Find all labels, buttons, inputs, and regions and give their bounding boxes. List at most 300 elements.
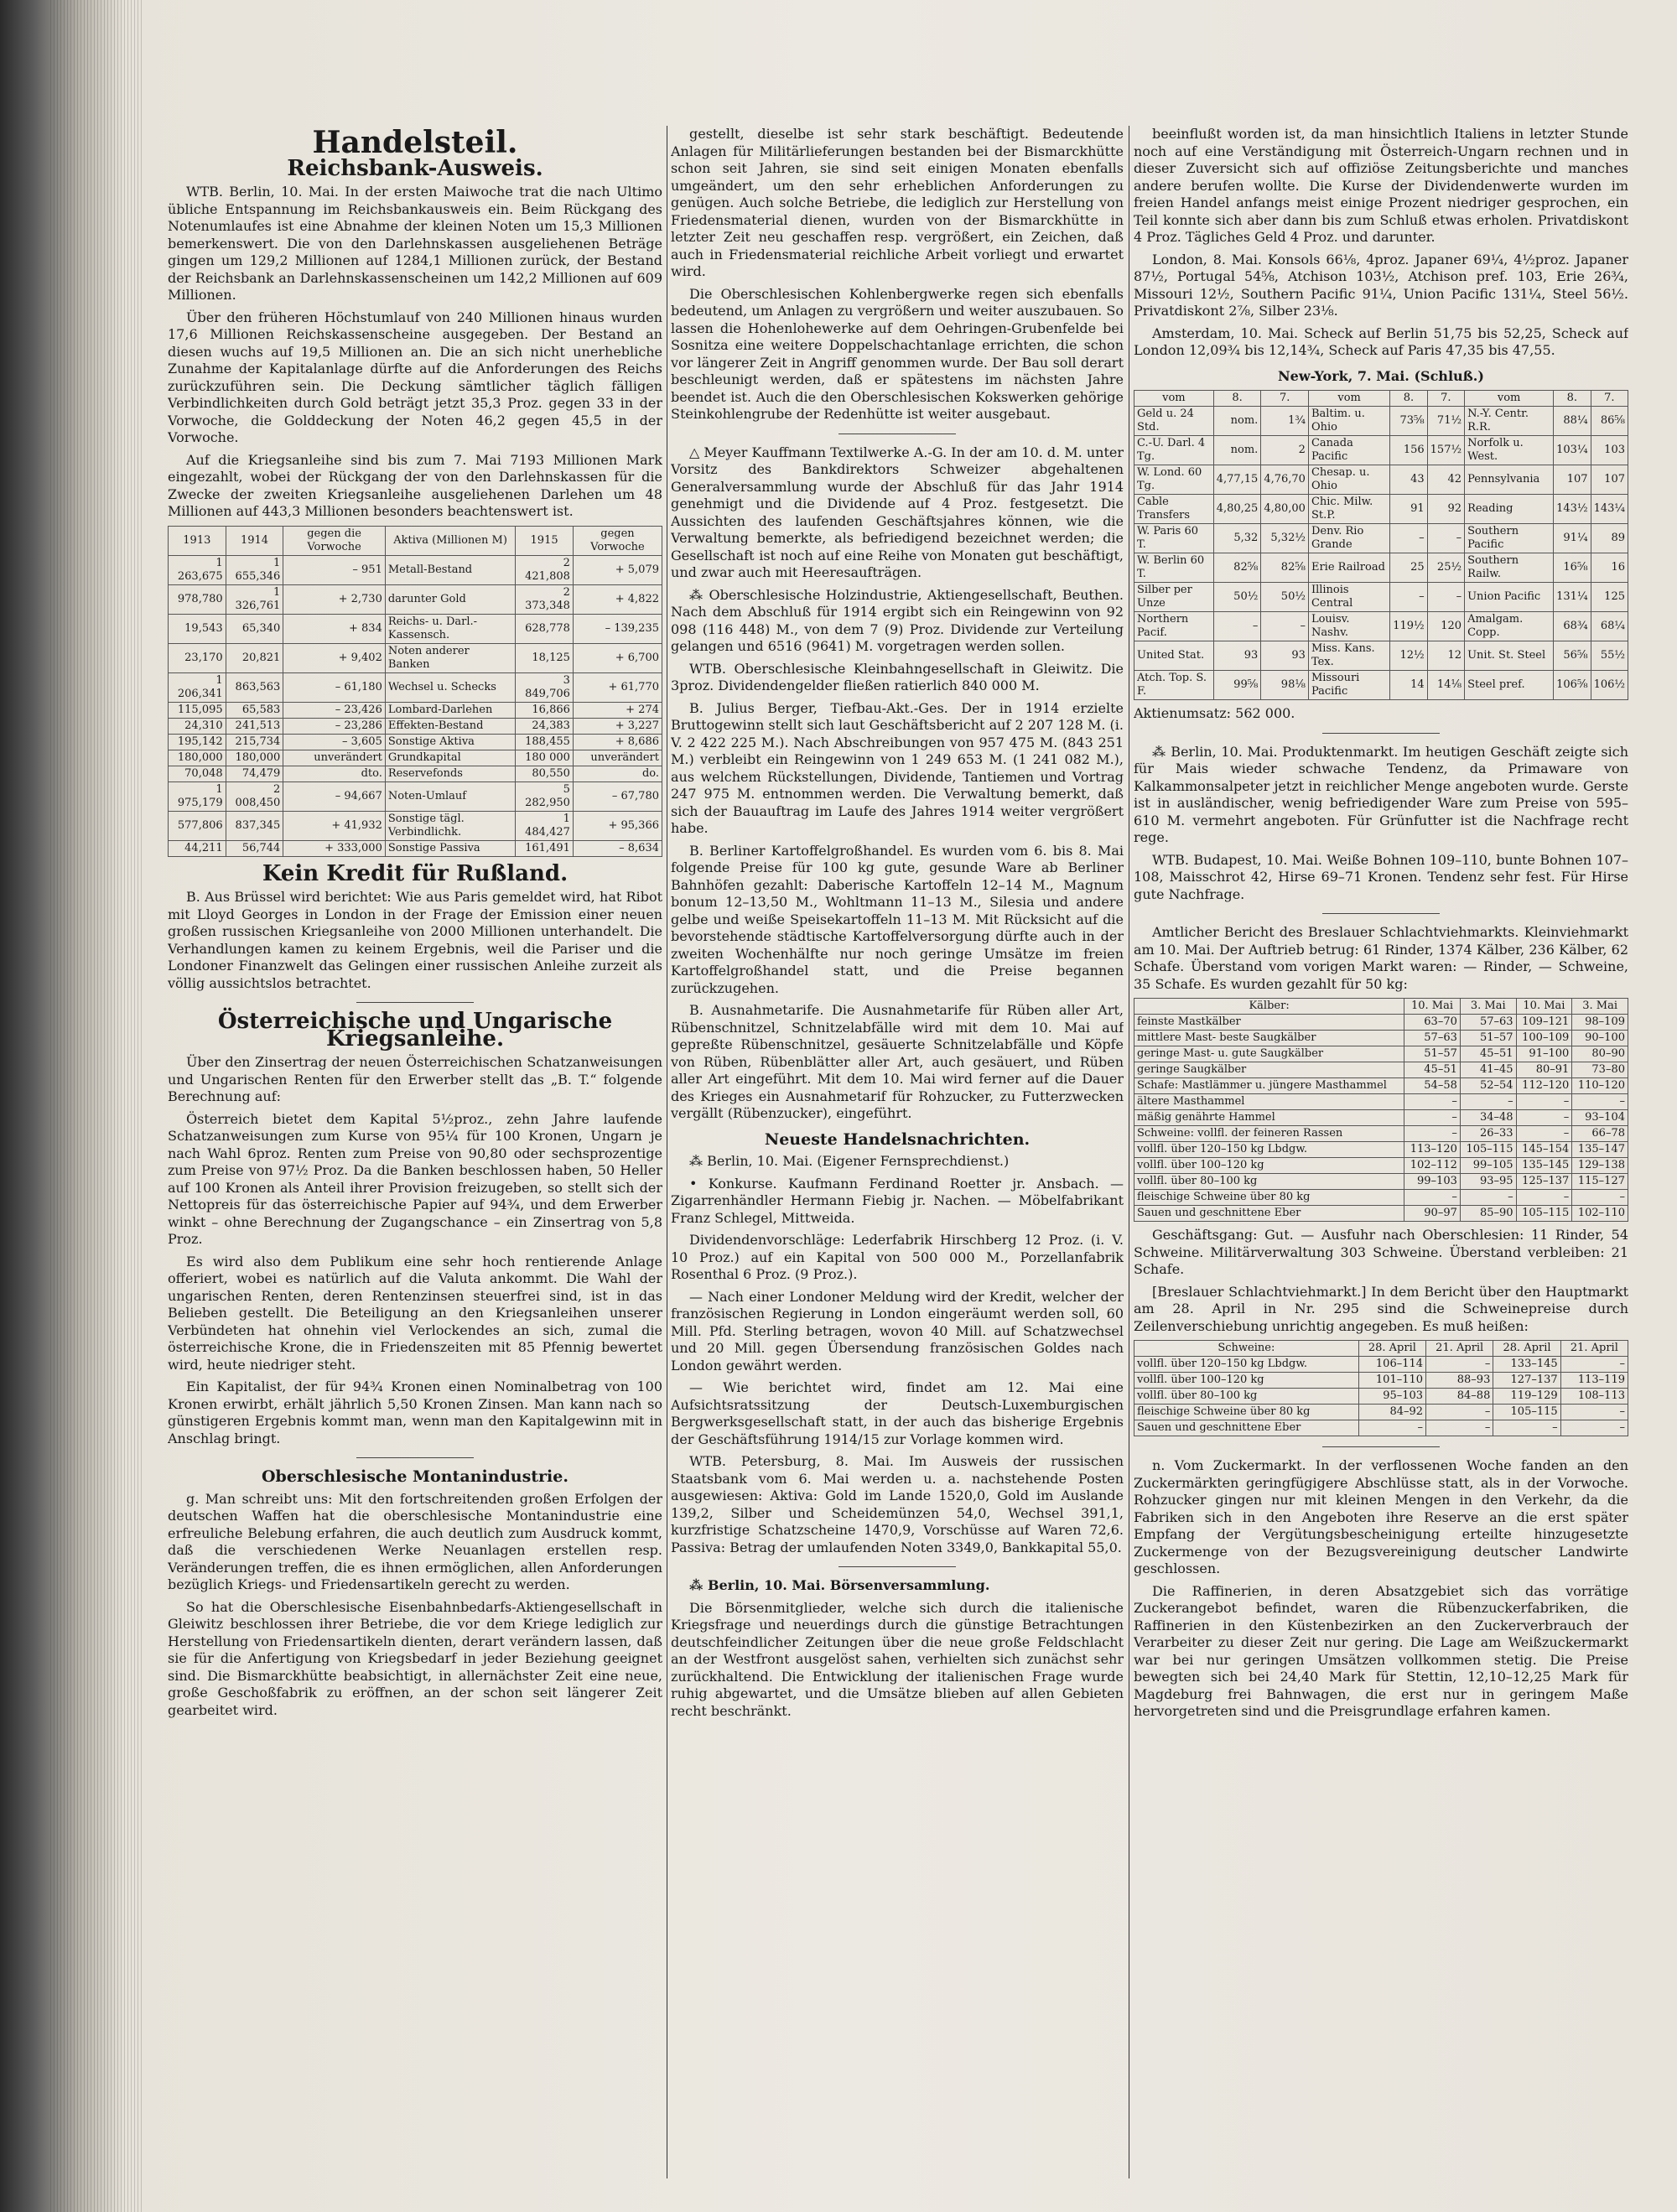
paragraph: B. Aus Brüssel wird berichtet: Wie aus Paris gemeldet wird, hat Ribot mit Lloyd Georges in London in der Frage der Emission einer neuen großen russischen Kriegsanleihe von 2000 Millionen unterhandelt. Die Verhandlungen kamen zu keinem Ergebnis, weil die Pariser und die Londoner Finanzwelt das Gelingen einer russischen Anleihe zurzeit als völlig aussichtslos betrachtet. [168,889,662,991]
section-title-montanindustrie: Oberschlesische Montanindustrie. [262,1467,569,1486]
table-cell: 195,142 [169,734,226,750]
table-cell: – [1404,1126,1461,1142]
table-cell: 14 [1390,671,1427,700]
table-row [1134,1158,1628,1174]
table-cell: Lombard-Darlehen [385,702,515,718]
table-cell: 3 849,706 [516,672,574,702]
table-cell: Chesap. u. Ohio [1308,465,1389,495]
table-cell: 24,310 [169,718,226,734]
paragraph: Auf die Kriegsanleihe sind bis zum 7. Mai 7193 Millionen Mark eingezahlt, wobei der Rückgang der von den Darlehnskassen für die Zwecke der zweiten Kriegsanleihe ausgeliehenen Darlehen um 48 Millionen auf 443,3 Millionen besonders beachtenswert ist. [168,451,662,519]
table-cell: Grundkapital [385,750,515,766]
table-cell: – [1426,1405,1493,1420]
table-cell: 34–48 [1460,1110,1516,1126]
table-cell: 99–103 [1404,1174,1461,1190]
table-cell: Illinois Central [1308,583,1389,612]
table-cell: + 2,730 [283,584,386,614]
table-cell: 68¾ [1554,612,1591,641]
table-row [1134,1015,1628,1031]
table-cell: vollfl. über 100–120 kg [1134,1158,1404,1174]
table-header-row [1134,391,1628,407]
table-row [169,614,662,643]
table-cell: – [1261,612,1309,641]
table-cell: Reservefonds [385,766,515,781]
table-row [169,766,662,781]
paragraph: • Konkurse. Kaufmann Ferdinand Roetter jr. Ansbach. — Zigarrenhändler Hermann Fiebig jr. Nachen. — Möbelfabrikant Franz Schlegel, Mittweida. [671,1175,1124,1226]
table-cell: – 139,235 [573,614,662,643]
table-cell: 215,734 [226,734,283,750]
table-cell: 84–92 [1358,1405,1425,1420]
table-cell: feinste Mastkälber [1134,1015,1404,1031]
table-cell: 105–115 [1516,1206,1572,1222]
table-row [1134,553,1628,583]
table-cell: 80–90 [1572,1046,1628,1062]
column-header: 1915 [516,526,574,555]
paragraph: — Nach einer Londoner Meldung wird der Kredit, welcher der französischen Regierung in London eingeräumt werden soll, 60 Mill. Pfd. Sterling betragen, wovon 40 Mill. auf Schatzwechsel und 20 Mill. gegen Übersendung französischen Goldes nach London gewährt werden. [671,1288,1124,1373]
table-cell: Canada Pacific [1308,436,1389,465]
table-row [1134,495,1628,524]
table-cell: 119–129 [1493,1389,1560,1405]
table-cell: 119½ [1390,612,1427,641]
table-row [1134,1373,1628,1389]
table-cell: Amalgam. Copp. [1465,612,1554,641]
table-cell: 88–93 [1426,1373,1493,1389]
table-cell: 25½ [1427,553,1464,583]
table-cell: 52–54 [1460,1078,1516,1094]
table-cell: Northern Pacif. [1134,612,1214,641]
table-cell: nom. [1213,436,1261,465]
table-cell: – [1390,524,1427,553]
table-cell: Cable Transfers [1134,495,1214,524]
table-cell: 4,77,15 [1213,465,1261,495]
table-cell: 24,383 [516,718,574,734]
table-cell: – [1516,1094,1572,1110]
table-cell: 26–33 [1460,1126,1516,1142]
table-cell: + 6,700 [573,643,662,672]
paragraph: Die Oberschlesischen Kohlenbergwerke regen sich ebenfalls bedeutend, um Anlagen zu vergrößern und weiter auszubauen. So lassen die Hohenlohewerke auf dem Oehringen-Grubenfelde bei Sosnitza eine weitere Doppelschachtanlage errichten, die schon vor längerer Zeit in Angriff genommen wurde. Der Bau soll derart beschleunigt werden, daß er spätestens im nächsten Jahre beendet ist. Auch die den Oberschlesischen Kokswerken gehörige Steinkohlengrube der Redenhütte ist weiter ausgebaut. [671,285,1124,422]
table-cell: 115,095 [169,702,226,718]
table-cell: 98–109 [1572,1015,1628,1031]
table-cell: 102–110 [1572,1206,1628,1222]
table-cell: 73–80 [1572,1062,1628,1078]
table-cell: 65,583 [226,702,283,718]
table-cell: 82⅝ [1213,553,1261,583]
table-cell: + 95,366 [573,811,662,840]
table-cell: Schweine: vollfl. der feineren Rassen [1134,1126,1404,1142]
table-cell: + 333,000 [283,840,386,856]
table-cell: – [1560,1405,1628,1420]
table-cell: 73⅝ [1390,407,1427,436]
table-cell: Sauen und geschnittene Eber [1134,1206,1404,1222]
column-header: 3. Mai [1572,999,1628,1015]
paragraph: B. Ausnahmetarife. Die Ausnahmetarife für Rüben aller Art, Rübenschnitzel, Schnitzelabfälle wird mit dem 10. Mai auf gepreßte Rübenschnitzel, gesäuerte Schnitzelabfälle und Köpfe von Rüben, Rübenblätter aller Art, auch gesäuert, und Rüben aller Art eingeführt. Mit dem 10. Mai wird ferner auf die Dauer des Krieges ein Ausnahmetarif für Rohzucker, zu Futterzwecken vergällt (Rübenzucker), eingeführt. [671,1002,1124,1121]
table-cell: Louisv. Nashv. [1308,612,1389,641]
table-row [169,643,662,672]
table-cell: 125 [1591,583,1628,612]
table-cell: 157½ [1427,436,1464,465]
table-cell: Steel pref. [1465,671,1554,700]
table-cell: 100–109 [1516,1031,1572,1046]
table-cell: – 61,180 [283,672,386,702]
column-header: 28. April [1358,1341,1425,1357]
table-cell: 91 [1390,495,1427,524]
table-cell: 99–105 [1460,1158,1516,1174]
paragraph: B. Berliner Kartoffelgroßhandel. Es wurden vom 6. bis 8. Mai folgende Preise für 100 kg gute, gesunde Ware ab Berliner Bahnhöfen gezahlt: Daberische Kartoffeln 12–14 M., Magnum bonum 12–13,50 M., Wohltmann 11–13 M., Silesia und andere gelbe und weiße Speisekartoffeln 11–13 M. Mit Rücksicht auf die bevorstehende städtische Kartoffelversorgung dürfte auch in der zweiten Wochenhälfte nur noch geringe Umsätze im freien Kartoffelgroßhandel statt, und die Preise begannen zurückzugehen. [671,842,1124,996]
table-row [169,811,662,840]
table-cell: Sonstige tägl. Verbindlichk. [385,811,515,840]
table-cell: 129–138 [1572,1158,1628,1174]
table-cell: 1 484,427 [516,811,574,840]
table-cell: 80,550 [516,766,574,781]
table-row [169,672,662,702]
paragraph: Es wird also dem Publikum eine sehr hoch rentierende Anlage offeriert, wobei es natürlich auf die Valuta ankommt. Die Wahl der ungarischen Renten, deren Rentenzinsen steuerfrei sind, ist in das Belieben gestellt. Die Beteiligung an den Kriegsanleihen unserer Verbündeten hat ohnehin viel Verlockendes an sich, zumal die österreichische Krone, die in Friedenszeiten mit 85 Pfennig bewertet wird, heute niedriger steht. [168,1253,662,1373]
table-cell: – [1404,1190,1461,1206]
column-header: 7. [1261,391,1309,407]
table-cell: 4,80,00 [1261,495,1309,524]
table-cell: 106–114 [1358,1357,1425,1373]
table-cell: 57–63 [1460,1015,1516,1031]
table-cell: 107 [1591,465,1628,495]
table-row [1134,1142,1628,1158]
table-cell: Schafe: Mastlämmer u. jüngere Masthammel [1134,1078,1404,1094]
table-cell: vollfl. über 80–100 kg [1134,1174,1404,1190]
table-cell: 16,866 [516,702,574,718]
table-cell: 180 000 [516,750,574,766]
table-cell: 56⅝ [1554,641,1591,671]
table-cell: 86⅝ [1591,407,1628,436]
table-cell: – [1516,1126,1572,1142]
table-row [1134,612,1628,641]
table-cell: 837,345 [226,811,283,840]
table-cell: – 67,780 [573,781,662,811]
table-cell: N.-Y. Centr. R.R. [1465,407,1554,436]
paragraph: WTB. Oberschlesische Kleinbahngesellschaft in Gleiwitz. Die 3proz. Dividendengelder fließen ratierlich 840 000 M. [671,660,1124,693]
table-cell: 2 008,450 [226,781,283,811]
table-cell: 103 [1591,436,1628,465]
paragraph: Österreich bietet dem Kapital 5½proz., zehn Jahre laufende Schatzanweisungen zum Kurse von 95¼ für 100 Kronen, Ungarn je nach Wahl 6proz. Renten zum Preise von 90,80 oder sechsprozentige zum Preise von 97½ Proz. Da die Banken beschlossen haben, 50 Heller auf 100 Kronen als Anteil ihrer Provision freizugeben, so stellt sich der Nettopreis für das österreichische Papier auf 94¾, und dem Erwerber winkt – ohne Berechnung der Zugangschance – ein Zinsertrag von 5,8 Proz. [168,1110,662,1247]
table-cell: Southern Pacific [1465,524,1554,553]
table-cell: Union Pacific [1465,583,1554,612]
table-cell: 93–95 [1460,1174,1516,1190]
section-title-reichsbank: Reichsbank-Ausweis. [287,155,543,181]
paragraph: Die Börsenmitglieder, welche sich durch die italienische Kriegsfrage und neuerdings durch die günstige Betrachtungen deutschfeindlicher Zeitungen über die neue große Feldschlacht an der Westfront ausgelöst sahen, verhielten sich zunächst sehr zurückhaltend. Die Entwicklung der italienischen Frage wurde ruhig abgewartet, und die Umsätze blieben auf allen Gebieten recht beschränkt. [671,1599,1124,1719]
table-row [1134,1405,1628,1420]
table-cell: 23,170 [169,643,226,672]
table-cell: – 94,667 [283,781,386,811]
table-cell: W. Paris 60 T. [1134,524,1214,553]
table-cell: 131¼ [1554,583,1591,612]
table-cell: + 3,227 [573,718,662,734]
table-cell: 55½ [1591,641,1628,671]
table-cell: 71½ [1427,407,1464,436]
table-cell: 65,340 [226,614,283,643]
table-cell: – 8,634 [573,840,662,856]
table-cell: 1¾ [1261,407,1309,436]
table-cell: 863,563 [226,672,283,702]
reichsbank-table [168,526,662,857]
table-cell: Silber per Unze [1134,583,1214,612]
table-cell: 1 263,675 [169,555,226,584]
table-cell: 93–104 [1572,1110,1628,1126]
table-cell: – 951 [283,555,386,584]
divider [1322,1446,1440,1447]
table-cell: 68¼ [1591,612,1628,641]
table-cell: – [1572,1190,1628,1206]
table-row [169,584,662,614]
table-cell: Wechsel u. Schecks [385,672,515,702]
table-cell: Atch. Top. S. F. [1134,671,1214,700]
table-row [1134,1420,1628,1436]
table-cell: + 9,402 [283,643,386,672]
table-cell: 133–145 [1493,1357,1560,1373]
table-cell: 103¼ [1554,436,1591,465]
table-cell: fleischige Schweine über 80 kg [1134,1405,1359,1420]
table-cell: C.-U. Darl. 4 Tg. [1134,436,1214,465]
table-cell: – [1404,1110,1461,1126]
column-1 [168,126,662,2178]
newyork-title: New-York, 7. Mai. (Schluß.) [1278,367,1484,384]
table-row [1134,1062,1628,1078]
table-cell: 50½ [1213,583,1261,612]
column-3 [1134,126,1628,2178]
table-cell: 44,211 [169,840,226,856]
table-cell: 161,491 [516,840,574,856]
table-row [169,718,662,734]
column-header: Schweine: [1134,1341,1359,1357]
table-cell: – [1213,612,1261,641]
column-header: 10. Mai [1516,999,1572,1015]
paragraph: WTB. Berlin, 10. Mai. In der ersten Maiwoche trat die nach Ultimo übliche Entspannung im Reichsbankausweis ein. Beim Rückgang des Notenumlaufes ist eine Abnahme der kleinen Noten um 15,3 Millionen bemerkenswert. Die von den Darlehnskassen ausgeliehenen Beträge gingen um 129,2 Millionen auf 1284,1 Millionen zurück, der Bestand der Reichsbank an Darlehnskassenscheinen um 142,2 Millionen auf 609 Millionen. [168,184,662,303]
table-header-row [1134,999,1628,1015]
column-2 [671,126,1124,2178]
column-header: 28. April [1493,1341,1560,1357]
table-row [1134,1094,1628,1110]
table-cell: 109–121 [1516,1015,1572,1031]
paragraph-heading: ⁂ Berlin, 10. Mai. Börsenversammlung. [689,1577,990,1593]
paragraph: WTB. Petersburg, 8. Mai. Im Ausweis der russischen Staatsbank vom 6. Mai werden u. a. nachstehende Posten ausgewiesen: Aktiva: Gold im Lande 1520,0, Gold im Auslande 139,2, Silber und Scheidemünzen 54,0, Wechsel 391,1, kurzfristige Schatzscheine 1470,9, Vorschüsse auf Waren 72,6. Passiva: Betrag der umlaufenden Noten 3349,0, Bankkapital 55,0. [671,1453,1124,1555]
table-cell: 1 975,179 [169,781,226,811]
table-cell: 145–154 [1516,1142,1572,1158]
table-cell: 188,455 [516,734,574,750]
table-cell: do. [573,766,662,781]
section-title-kriegsanleihe: Österreichische und Ungarische Kriegsanleihe. [217,1009,613,1051]
newyork-table [1134,390,1628,700]
table-cell: geringe Saugkälber [1134,1062,1404,1078]
section-title-russland: Kein Kredit für Rußland. [262,860,569,886]
table-cell: 4,80,25 [1213,495,1261,524]
table-cell: 93 [1213,641,1261,671]
table-cell: mittlere Mast- beste Saugkälber [1134,1031,1404,1046]
table-cell: 125–137 [1516,1174,1572,1190]
table-cell: geringe Mast- u. gute Saugkälber [1134,1046,1404,1062]
table-cell: + 274 [573,702,662,718]
table-cell: 2 421,808 [516,555,574,584]
column-header: 8. [1390,391,1427,407]
table-cell: 45–51 [1404,1062,1461,1078]
table-cell: 115–127 [1572,1174,1628,1190]
table-cell: 85–90 [1460,1206,1516,1222]
table-cell: + 834 [283,614,386,643]
correction-table [1134,1340,1628,1436]
table-cell: 5 282,950 [516,781,574,811]
paragraph: [Breslauer Schlachtviehmarkt.] In dem Bericht über den Hauptmarkt am 28. April in Nr. 295 sind die Schweinepreise durch Zeilenverschiebung unrichtig angegeben. Es muß heißen: [1134,1283,1628,1334]
column-header: gegen die Vorwoche [283,526,386,555]
paragraph: Aktienumsatz: 562 000. [1134,705,1295,721]
paragraph: Ein Kapitalist, der für 94¾ Kronen einen Nominalbetrag von 100 Kronen erwirbt, erhält jährlich 5,50 Kronen Zinsen. Man kann nach so günstigeren Ergebnis kommt man, wenn man den Kapitalgewinn mit in Anschlag bringt. [168,1379,662,1446]
table-cell: 84–88 [1426,1389,1493,1405]
table-row [1134,1078,1628,1094]
table-cell: unverändert [283,750,386,766]
table-row [1134,407,1628,436]
table-cell: 5,32½ [1261,524,1309,553]
table-cell: 18,125 [516,643,574,672]
paragraph: Über den früheren Höchstumlauf von 240 Millionen hinaus wurden 17,6 Millionen Reichskassenscheine ausgegeben. Der Bestand an diesen wuchs auf 19,5 Millionen an. Die an sich nicht unerhebliche Zunahme der Kapitalanlage dürfte auf die Anforderungen des Reichs zurückzuführen sein. Die Deckung sämtlicher täglich fälligen Verbindlichkeiten durch Gold beträgt jetzt 35,3 Proz. gegen 33 in der Vorwoche, die Golddeckung der Noten 46,2 gegen 45,5 in der Vorwoche. [168,309,662,445]
table-cell: 105–115 [1460,1142,1516,1158]
table-cell: 20,821 [226,643,283,672]
table-cell: 180,000 [226,750,283,766]
table-cell: 2 [1261,436,1309,465]
table-cell: 1 655,346 [226,555,283,584]
table-cell: Sonstige Aktiva [385,734,515,750]
column-header: 21. April [1426,1341,1493,1357]
table-cell: – 23,426 [283,702,386,718]
table-cell: – [1493,1420,1560,1436]
table-cell: 16⅝ [1554,553,1591,583]
paragraph: WTB. Budapest, 10. Mai. Weiße Bohnen 109–110, bunte Bohnen 107–108, Maisschrot 42, Hirse 69–71 Kronen. Tendenz sehr fest. Für Hirse gute Nachfrage. [1134,851,1628,902]
table-cell: Unit. St. Steel [1465,641,1554,671]
table-cell: 16 [1591,553,1628,583]
table-cell: – 23,286 [283,718,386,734]
table-cell: 45–51 [1460,1046,1516,1062]
table-cell: Miss. Kans. Tex. [1308,641,1389,671]
table-cell: dto. [283,766,386,781]
table-cell: mäßig genährte Hammel [1134,1110,1404,1126]
table-cell: 82⅝ [1261,553,1309,583]
divider [1322,733,1440,734]
table-cell: 113–119 [1560,1373,1628,1389]
column-header: gegen Vorwoche [573,526,662,555]
table-cell: 14⅛ [1427,671,1464,700]
table-cell: 41–45 [1460,1062,1516,1078]
table-row [1134,1046,1628,1062]
table-cell: 89 [1591,524,1628,553]
table-cell: – 3,605 [283,734,386,750]
section-title-news: Neueste Handelsnachrichten. [764,1129,1031,1149]
table-cell: 108–113 [1560,1389,1628,1405]
table-cell: 135–145 [1516,1158,1572,1174]
table-cell: 74,479 [226,766,283,781]
column-header: 1914 [226,526,283,555]
table-row [1134,1126,1628,1142]
table-cell: darunter Gold [385,584,515,614]
table-row [169,702,662,718]
table-cell: 143½ [1554,495,1591,524]
table-cell: Effekten-Bestand [385,718,515,734]
paragraph: Amtlicher Bericht des Breslauer Schlachtviehmarkts. Kleinviehmarkt am 10. Mai. Der Auftrieb betrug: 61 Rinder, 1374 Kälber, 236 Kälber, 62 Schafe. Überstand vom vorigen Markt waren: — Rinder, — Schweine, 35 Schafe. Es wurden gezahlt für 50 kg: [1134,924,1628,992]
table-row [1134,436,1628,465]
column-header: 10. Mai [1404,999,1461,1015]
table-cell: vollfl. über 80–100 kg [1134,1389,1359,1405]
table-cell: Southern Railw. [1465,553,1554,583]
table-cell: nom. [1213,407,1261,436]
table-cell: – [1404,1094,1461,1110]
table-cell: Erie Railroad [1308,553,1389,583]
table-cell: 102–112 [1404,1158,1461,1174]
table-cell: 628,778 [516,614,574,643]
table-cell: 91¼ [1554,524,1591,553]
table-cell: – [1426,1420,1493,1436]
table-cell: – [1516,1110,1572,1126]
table-cell: 99⅝ [1213,671,1261,700]
table-row [169,781,662,811]
divider [1322,913,1440,914]
table-cell: Sonstige Passiva [385,840,515,856]
dateline: ⁂ Berlin, 10. Mai. (Eigener Fernsprechdienst.) [689,1153,1010,1169]
table-cell: 93 [1261,641,1309,671]
masthead-title: Handelsteil. [312,126,518,160]
column-header: 8. [1554,391,1591,407]
table-cell: 1 326,761 [226,584,283,614]
table-cell: 105–115 [1493,1405,1560,1420]
table-cell: 156 [1390,436,1427,465]
table-cell: – [1572,1094,1628,1110]
table-cell: Missouri Pacific [1308,671,1389,700]
table-row [1134,1357,1628,1373]
table-cell: 112–120 [1516,1078,1572,1094]
paragraph: London, 8. Mai. Konsols 66⅛, 4proz. Japaner 69¼, 4½proz. Japaner 87½, Portugal 54⅝, Atchison 103½, Atchison pref. 103, Erie 26¾, Missouri 12½, Southern Pacific 91¼, Union Pacific 131¼, Steel 56½. Privatdiskont 2⅞, Silber 23⅛. [1134,251,1628,319]
table-cell: 54–58 [1404,1078,1461,1094]
table-cell: – [1427,524,1464,553]
table-cell: 95–103 [1358,1389,1425,1405]
table-cell: Noten anderer Banken [385,643,515,672]
table-cell: 88¼ [1554,407,1591,436]
paragraph: So hat die Oberschlesische Eisenbahnbedarfs-Aktiengesellschaft in Gleiwitz beschlossen ihrer Betriebe, die vor dem Kriege lediglich zur Herstellung von Friedensartikeln dienten, derart verändern lassen, daß sie für die Anfertigung von Kriegsbedarf in jeder Beziehung geeignet sind. Die Bismarckhütte beabsichtigt, in allernächster Zeit eine neue, große Geschoßfabrik zu eröffnen, an der schon seit längerer Zeit gearbeitet wird. [168,1598,662,1718]
table-row [169,840,662,856]
table-cell: 25 [1390,553,1427,583]
table-cell: 57–63 [1404,1031,1461,1046]
table-row [1134,1389,1628,1405]
table-cell: – [1516,1190,1572,1206]
paragraph: △ Meyer Kauffmann Textilwerke A.-G. In der am 10. d. M. unter Vorsitz des Bankdirektors Schweizer abgehaltenen Generalversammlung wurde der Abschluß für das Jahr 1914 genehmigt und die Dividende auf 4 Proz. festgesetzt. Die Aussichten des laufenden Geschäftsjahres können, wie die Verwaltung bemerkte, als befriedigend bezeichnet werden; die Gesellschaft ist noch auf eine Reihe von Monaten gut beschäftigt, und zwar auch mit Heeresaufträgen. [671,444,1124,580]
binding-gutter [50,0,143,2212]
column-header: vom [1134,391,1214,407]
table-cell: Noten-Umlauf [385,781,515,811]
table-row [1134,1206,1628,1222]
table-cell: 127–137 [1493,1373,1560,1389]
table-cell: unverändert [573,750,662,766]
table-row [1134,1190,1628,1206]
table-cell: 113–120 [1404,1142,1461,1158]
table-cell: – [1560,1357,1628,1373]
table-cell: 978,780 [169,584,226,614]
divider [838,1566,956,1567]
table-cell: 1 206,341 [169,672,226,702]
table-row [1134,671,1628,700]
table-cell: Denv. Rio Grande [1308,524,1389,553]
table-header-row [169,526,662,555]
table-cell: Norfolk u. West. [1465,436,1554,465]
table-cell: + 41,932 [283,811,386,840]
table-cell: 577,806 [169,811,226,840]
table-cell: 63–70 [1404,1015,1461,1031]
table-cell: 4,76,70 [1261,465,1309,495]
table-row [1134,583,1628,612]
table-cell: 19,543 [169,614,226,643]
table-cell: 143¼ [1591,495,1628,524]
table-cell: W. Lond. 60 Tg. [1134,465,1214,495]
divider [356,1002,474,1003]
table-cell: + 61,770 [573,672,662,702]
column-header: vom [1465,391,1554,407]
